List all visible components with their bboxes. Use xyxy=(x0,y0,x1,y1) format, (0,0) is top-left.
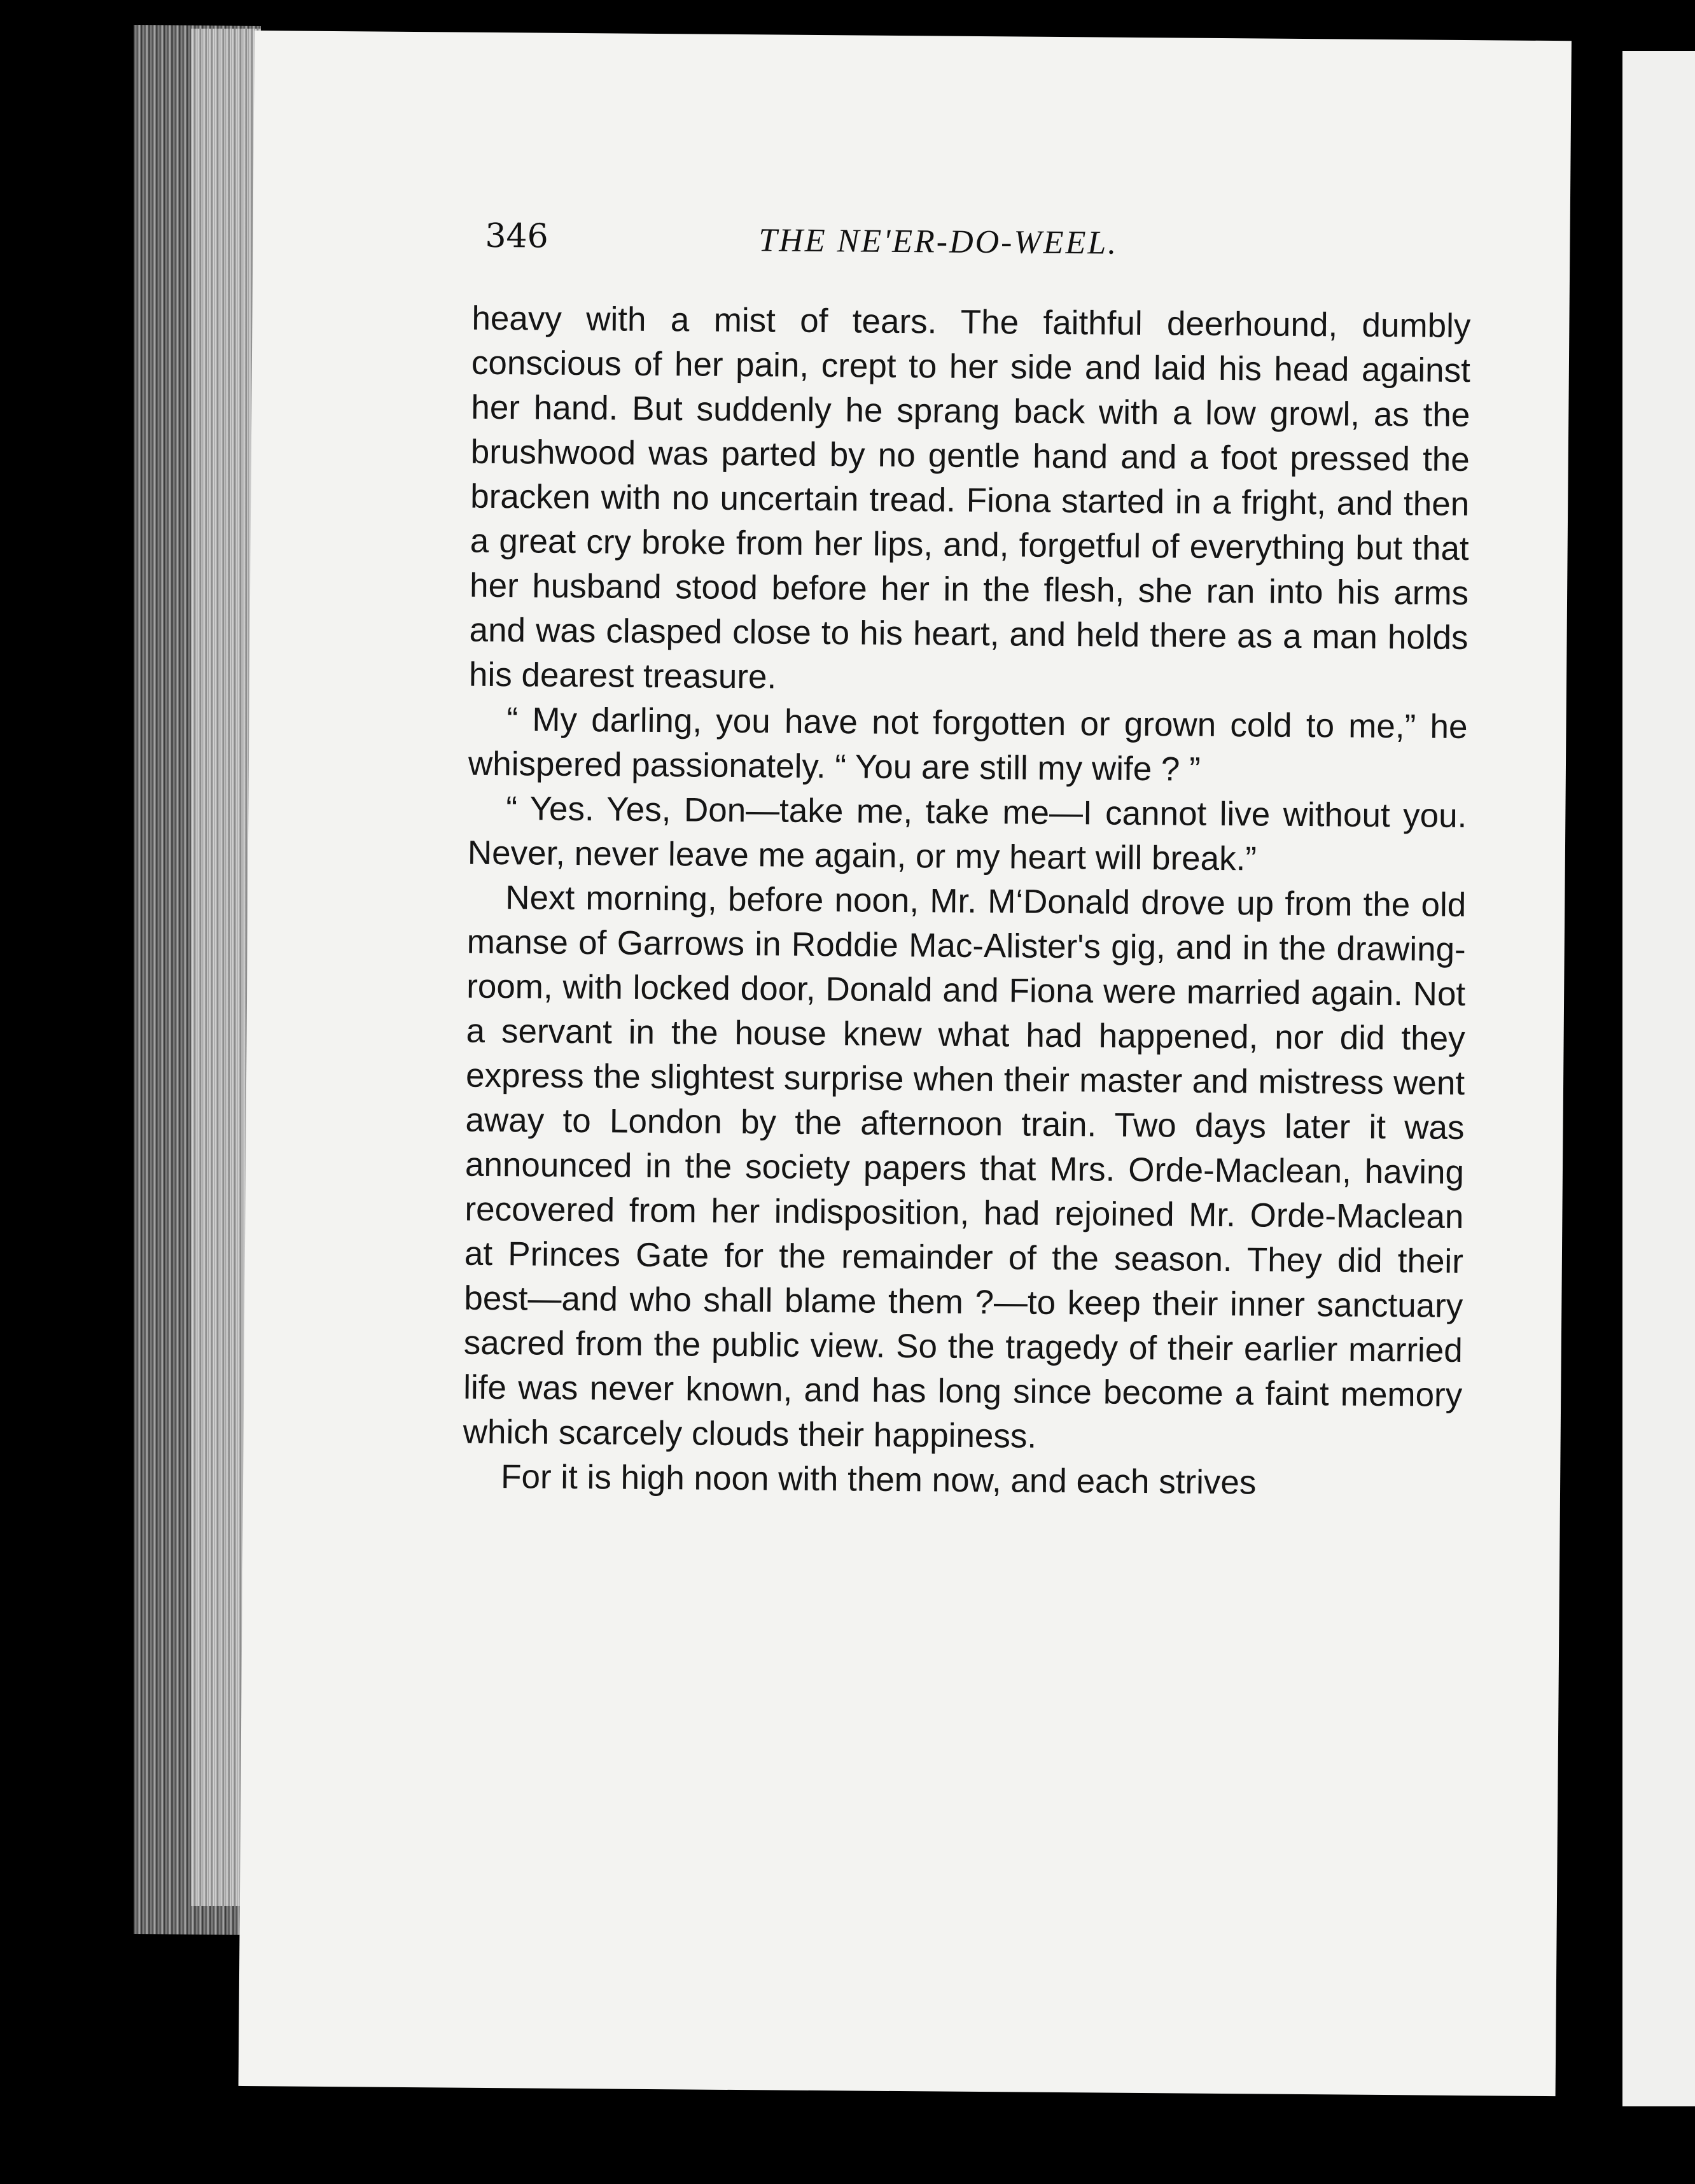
running-title: THE NE'ER-DO-WEEL. xyxy=(758,222,1119,262)
page-number: 346 xyxy=(485,216,548,256)
body-text xyxy=(463,297,1471,1507)
paragraph: “ My darling, you have not forgotten or grown cold to me,” he whispered passionately. “ You are still my wife ? ” xyxy=(468,701,1468,788)
paragraph: For it is high noon with them now, and each strives xyxy=(500,1458,1257,1502)
book-page xyxy=(239,31,1572,2096)
paragraph: Next morning, before noon, Mr. M‘Donald drove up from the old manse of Garrows in Roddie Mac-Alister's gig, and in the drawing-room, with locked door, Donald and Fiona were married again. Not a servant in the house knew what had happened, nor did they express the slightest surprise when their master and mistress went away to London by the afternoon train. Two days later it was announced in the society papers that Mrs. Orde-Maclean, having recovered from her indisposition, had rejoined Mr. Orde-Maclean at Princes Gate for the remainder of the season. They did their best—and who shall blame them ?—to keep their inner sanctuary sacred from the public view. So the tragedy of their earlier married life was never known, and has long since become a faint memory which scarcely clouds their happiness. xyxy=(463,879,1467,1455)
page-header xyxy=(485,217,1484,282)
facing-page-edge xyxy=(1622,51,1695,2106)
paragraph: heavy with a mist of tears. The faithful deerhound, dumbly conscious of her pain, crept to her side and laid his head against her hand. But suddenly he sprang back with a low growl, as the brushwood was parted by no gentle hand and a foot pressed the bracken with no uncertain tread. Fiona started in a fright, and then a great cry broke from her lips, and, forgetful of everything but that her husband stood before her in the flesh, she ran into his arms and was clasped close to his heart, and held there as a man holds his dearest treasure. xyxy=(468,299,1471,696)
paragraph: “ Yes. Yes, Don—take me, take me—I cannot live without you. Never, never leave me again, or my heart will break.” xyxy=(467,790,1467,878)
